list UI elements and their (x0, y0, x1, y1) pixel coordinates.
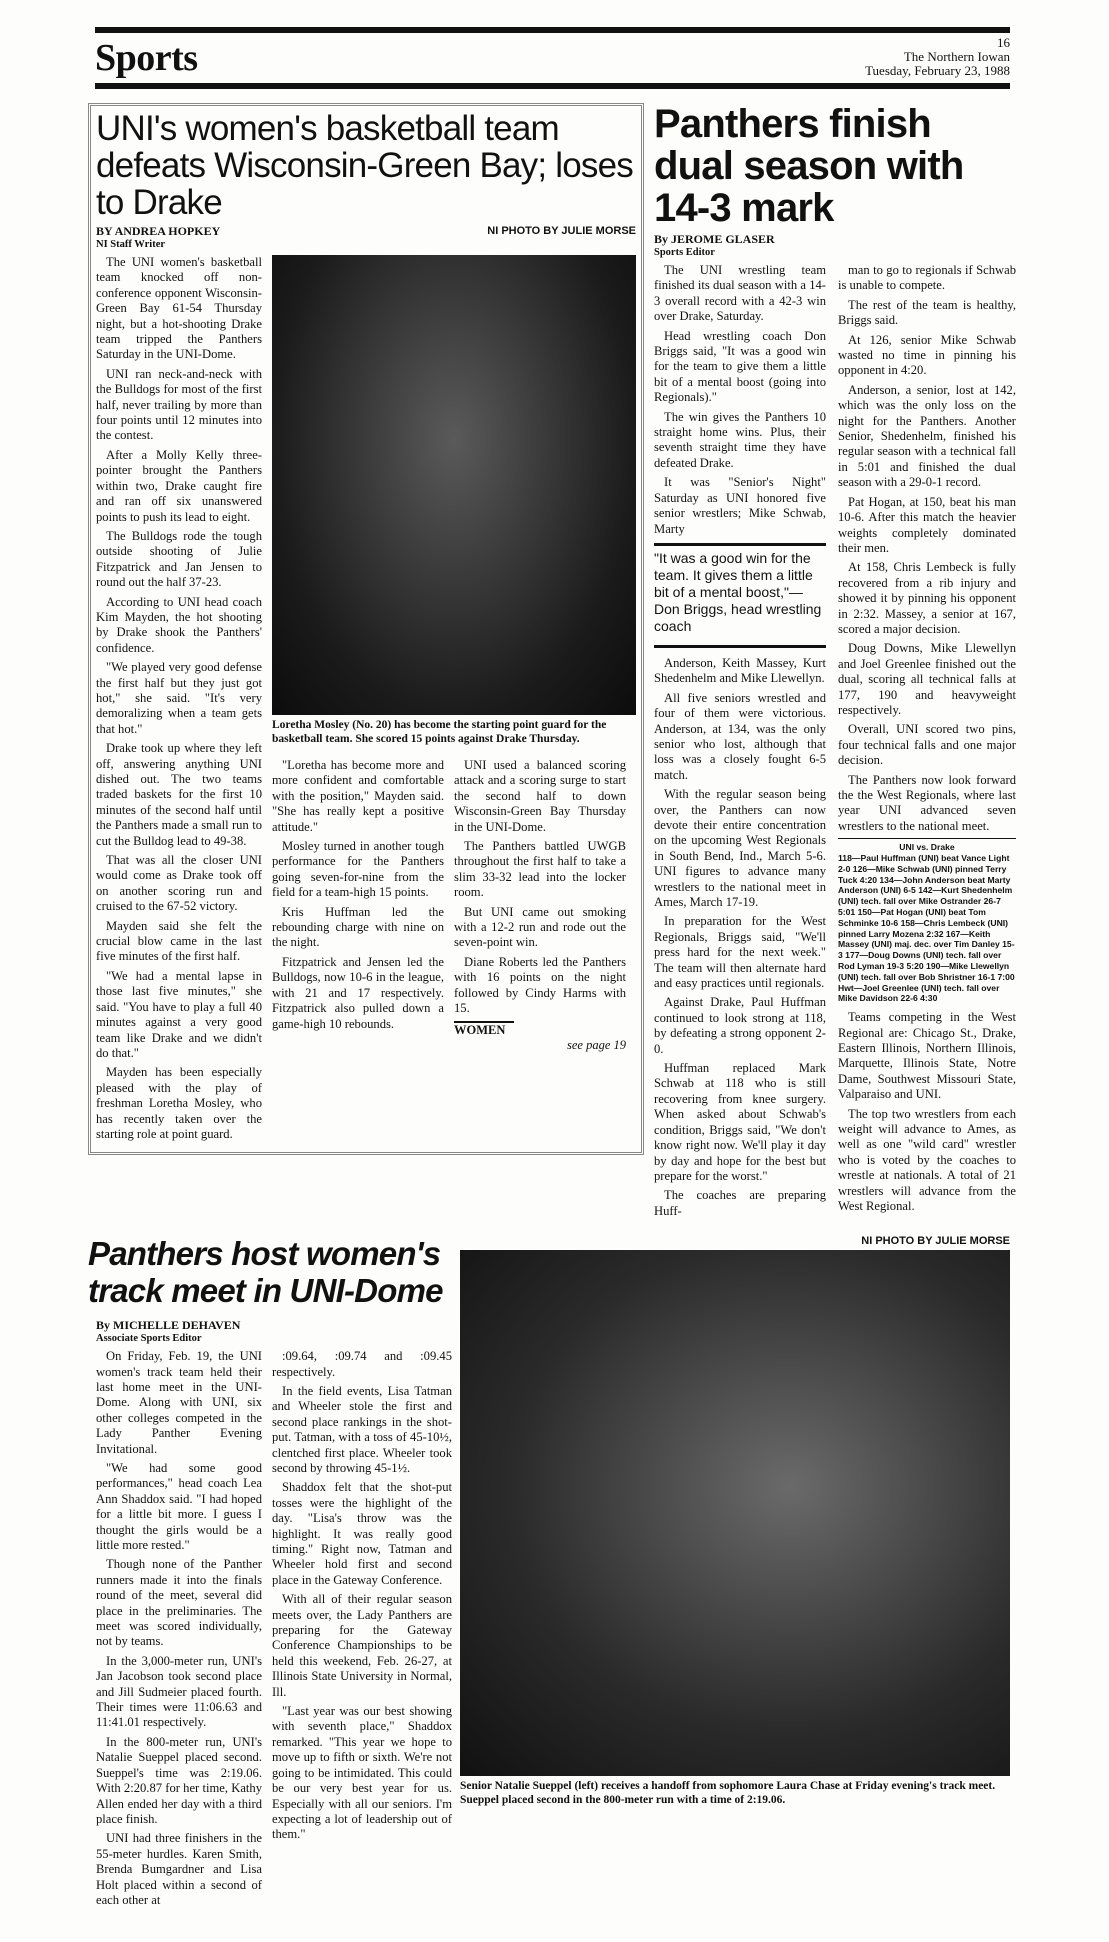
paragraph: At 126, senior Mike Schwab wasted no time in pinning his opponent in 4:20. (838, 332, 1016, 378)
paragraph: Teams competing in the West Regional are: Chicago St., Drake, Eastern Illinois, Northern Illinois, Marquette, Illinois State, Notre Dame, Southwest Missouri State, Valparaiso and UNI. (838, 1010, 1016, 1102)
paragraph: Against Drake, Paul Huffman continued to look strong at 118, by defeating a strong opponent 2-0. (654, 995, 826, 1056)
paragraph: :09.64, :09.74 and :09.45 respectively. (272, 1349, 452, 1379)
basketball-col1 (96, 255, 262, 1146)
paragraph: On Friday, Feb. 19, the UNI women's track team held their last home meet in the UNI-Dome. Along with UNI, six other colleges competed in the Lady Panther Evening Invitational. (96, 1349, 262, 1456)
wrestling-colB2 (838, 1010, 1016, 1214)
top-rule (95, 27, 1010, 33)
paragraph: The rest of the team is healthy, Briggs said. (838, 297, 1016, 328)
track-col1 (96, 1349, 262, 1912)
section-title: Sports (95, 37, 198, 79)
paragraph: "Loretha has become more and more confident and comfortable with the position," Mayden said. "She has really kept a positive attitude." (272, 758, 444, 834)
results-text: 118—Paul Huffman (UNI) beat Vance Light 2-0 126—Mike Schwab (UNI) pinned Terry Tuck 4:20 134—John Anderson beat Marty Anderson (UNI) 6-5 142—Kurt Shedenhelm (UNI) tech. fall over Mike Ostrander 26-7 5:01 150—Pat Hogan (UNI) beat Tom Schminke 10-6 158—Chris Lembeck (UNI) pinned Larry Mozena 2:32 167—Keith Massey (UNI) maj. dec. over Tim Danley 15-3 177—Doug Downs (UNI) tech. fall over Rod Lyman 19-3 5:20 190—Mike Llewellyn (UNI) tech. fall over Bob Shristner 16-1 7:00 Hwt—Joel Greenlee (UNI) tech. fall over Mike Davidson 22-6 4:30 (838, 853, 1015, 1004)
wrestling-colB (838, 263, 1016, 834)
page-number: 16 (997, 35, 1010, 50)
paragraph: Drake took up where they left off, answering anything UNI dished out. The two teams traded baskets for the first 10 minutes of the second half until the Panthers made a small run to cut the Bulldog lead to 49-38. (96, 741, 262, 848)
wrestling-pullquote: "It was a good win for the team. It gives them a little bit of a mental boost,"— Don Briggs, head wrestling coach (654, 543, 826, 648)
paragraph: Mayden said she felt the crucial blow came in the last five minutes of the first half. (96, 918, 262, 964)
paragraph: The Panthers now look forward the the West Regionals, where last year UNI advanced seven wrestlers to the national meet. (838, 772, 1016, 833)
basketball-article-box (88, 103, 644, 1155)
paragraph: The Panthers battled UWGB throughout the first half to take a slim 33-32 lead into the locker room. (454, 839, 626, 900)
wrestling-colA2 (654, 656, 826, 1219)
paragraph: Mayden has been especially pleased with the play of freshman Loretha Mosley, who has recently taken over the starting role at point guard. (96, 1065, 262, 1141)
paragraph: UNI used a balanced scoring attack and a scoring surge to start the second half to down Wisconsin-Green Bay Thursday in the UNI-Dome. (454, 758, 626, 834)
paragraph: But UNI came out smoking with a 12-2 run and rode out the seven-point win. (454, 904, 626, 950)
basketball-col2 (272, 758, 444, 1036)
basketball-headline: UNI's women's basketball team defeats Wisconsin-Green Bay; loses to Drake (96, 109, 633, 222)
paragraph: At 158, Chris Lembeck is fully recovered from a rib injury and showed it by pinning his opponent in 2:32. Massey, a senior at 167, scored a major decision. (838, 560, 1016, 636)
paragraph: With all of their regular season meets over, the Lady Panthers are preparing for the Gateway Conference Championships to be held this weekend, Feb. 26-27, at Illinois State University in Normal, Ill. (272, 1592, 452, 1699)
paragraph: It was "Senior's Night" Saturday as UNI honored five senior wrestlers; Mike Schwab, Marty (654, 475, 826, 536)
paragraph: The top two wrestlers from each weight will advance to Ames, as well as one "wild card" wrestler who is voted by the coaches to wrestle at nationals. A total of 21 wrestlers will advance from the West Regional. (838, 1106, 1016, 1214)
paragraph: Overall, UNI scored two pins, four technical falls and one major decision. (838, 722, 1016, 768)
track-byline: By MICHELLE DEHAVEN Associate Sports Editor (96, 1318, 241, 1345)
paragraph: The coaches are preparing Huff- (654, 1188, 826, 1218)
track-headline: Panthers host women's track meet in UNI-Dome (88, 1235, 443, 1310)
wrestling-colA (654, 263, 826, 537)
wrestling-byline: By JEROME GLASER Sports Editor (654, 232, 775, 258)
track-photo-credit: NI PHOTO BY JULIE MORSE (861, 1235, 1010, 1248)
paragraph: In preparation for the West Regionals, Briggs said, "We'll press hard for the next week." The team will then alternate hard and easy practices until regionals. (654, 914, 826, 991)
paragraph: Fitzpatrick and Jensen led the Bulldogs, now 10-6 in the league, with 21 and 17 respectively. Fitzpatrick also pulled down a game-high 10 rebounds. (272, 954, 444, 1031)
jump-link[interactable]: see page 19 (566, 1037, 626, 1052)
paragraph: UNI had three finishers in the 55-meter hurdles. Karen Smith, Brenda Bumgardner and Lisa Holt placed within a second of each other at (96, 1831, 262, 1907)
paragraph: Diane Roberts led the Panthers with 16 points on the night followed by Cindy Harms with 15. (454, 954, 626, 1016)
paragraph: Huffman replaced Mark Schwab at 118 who is still recovering from knee surgery. When asked about Schwab's condition, Briggs said, "We don't know right now. We'll play it day by day and hope for the best but prepare for the worst." (654, 1061, 826, 1183)
paragraph: The UNI wrestling team finished its dual season with a 14-3 overall record with a 42-3 win over Drake, Saturday. (654, 263, 826, 324)
paragraph: With the regular season being over, the Panthers can now devote their entire concentration on the upcoming West Regionals in South Bend, Ind., March 5-6. UNI figures to advance many wrestlers to the national meet in Ames, March 17-19. (654, 787, 826, 909)
paragraph: "We played very good defense the first half but they just got hot," she said. "It's very demoralizing when a team gets that hot." (96, 660, 262, 736)
results-box (838, 838, 1016, 1004)
paragraph: Shaddox felt that the shot-put tosses were the highlight of the day. "Lisa's throw was the highlight. It was really good timing." Right now, Tatman and Wheeler hold first and second place in the Gateway Conference. (272, 1480, 452, 1587)
paragraph: "We had some good performances," head coach Lea Ann Shaddox said. "I had hoped for a little bit more. I guess I thought the girls would be a little more rested." (96, 1460, 262, 1552)
paragraph: man to go to regionals if Schwab is unable to compete. (838, 263, 1016, 293)
paragraph: Kris Huffman led the rebounding charge with nine on the night. (272, 904, 444, 950)
paragraph: Pat Hogan, at 150, beat his man 10-6. After this match the heavier weights completely dominated their men. (838, 494, 1016, 555)
track-photo (460, 1250, 1010, 1776)
paragraph: Mosley turned in another tough performance for the Panthers going seven-for-nine from the field for a team-high 15 points. (272, 839, 444, 900)
paragraph: That was all the closer UNI would come as Drake took off on another scoring run and cruised to the 67-52 victory. (96, 853, 262, 914)
basketball-caption: Loretha Mosley (No. 20) has become the starting point guard for the basketball team. She scored 15 points against Drake Thursday. (272, 719, 607, 745)
track-caption: Senior Natalie Sueppel (left) receives a handoff from sophomore Laura Chase at Friday evening's track meet. Sueppel placed second in the 800-meter run with a time of 2:19.06. (460, 1780, 996, 1807)
paper-name: The Northern Iowan (903, 49, 1010, 64)
paragraph: Anderson, Keith Massey, Kurt Shedenhelm and Mike Llewellyn. (654, 655, 826, 686)
issue-date: Tuesday, February 23, 1988 (865, 63, 1010, 78)
basketball-photo-credit: NI PHOTO BY JULIE MORSE (487, 225, 636, 237)
paragraph: "Last year was our best showing with seventh place," Shaddox remarked. "This year we hope to move up to fifth or sixth. We're not going to be intimidated. This could be our very best year for us. Especially with all our seniors. I'm expecting a lot of leadership out of them." (272, 1704, 452, 1842)
paragraph: After a Molly Kelly three-pointer brought the Panthers within two, Drake caught fire and ran off six unanswered points to push its lead to eight. (96, 447, 262, 524)
paragraph: In the 3,000-meter run, UNI's Jan Jacobson took second place and Jill Sudmeier placed fourth. Their times were 11:06.63 and 11:41.01 respectively. (96, 1653, 262, 1730)
track-col2 (272, 1349, 452, 1847)
paragraph: UNI ran neck-and-neck with the Bulldogs for most of the first half, never trailing by more than four points until 12 minutes into the contest. (96, 366, 262, 443)
paragraph: Doug Downs, Mike Llewellyn and Joel Greenlee finished out the dual, scoring all technical falls at 177, 190 and heavyweight respectively. (838, 641, 1016, 717)
paragraph: According to UNI head coach Kim Mayden, the hot shooting by Drake shook the Panthers' confidence. (96, 594, 262, 655)
paragraph: The UNI women's basketball team knocked off non-conference opponent Wisconsin-Green Bay 61-54 Thursday night, but a hot-shooting Drake team tripped the Panthers Saturday in the UNI-Dome. (96, 255, 262, 362)
paragraph: Though none of the Panther runners made it into the finals round of the meet, several did place in the preliminaries. The meet was scored individually, not by teams. (96, 1557, 262, 1649)
basketball-photo (272, 255, 636, 715)
paragraph: The win gives the Panthers 10 straight home wins. Plus, their seventh straight time they have defeated Drake. (654, 409, 826, 470)
bottom-rule (95, 83, 1010, 89)
basketball-byline: BY ANDREA HOPKEY NI Staff Writer (96, 224, 221, 250)
paragraph: Head wrestling coach Don Briggs said, "It was a good win for the team to give them a little bit of a mental boost (going into Regionals)." (654, 328, 826, 405)
basketball-col3 (454, 758, 626, 1017)
wrestling-headline: Panthers finish dual season with 14-3 mark (654, 102, 964, 230)
results-title: UNI vs. Drake (899, 842, 955, 853)
paragraph: "We had a mental lapse in those last five minutes," she said. "You have to play a full 40 minutes against a very good team like Drake and we didn't do that." (96, 968, 262, 1060)
paragraph: All five seniors wrestled and four of them were victorious. Anderson, at 134, was the only senior who lost, although that loss was a closely fought 6-5 match. (654, 690, 826, 782)
paragraph: The Bulldogs rode the tough outside shooting of Julie Fitzpatrick and Jan Jensen to round out the half 37-23. (96, 528, 262, 590)
paragraph: Anderson, a senior, lost at 142, which was the only loss on the night for the Panthers. Another Senior, Shedenhelm, finished his regular season with a technical fall in 5:01 and finished the dual season with a 29-0-1 record. (838, 382, 1016, 490)
paragraph: In the field events, Lisa Tatman and Wheeler stole the first and second place rankings in the shot-put. Tatman, with a toss of 45-10½, clentched first place. Wheeler took second by throwing 45-1½. (272, 1383, 452, 1475)
jump-label: WOMEN (454, 1021, 514, 1038)
paragraph: In the 800-meter run, UNI's Natalie Sueppel placed second. Sueppel's time was 2:19.06. With 2:20.87 for her time, Kathy Allen ended her day with a third place finish. (96, 1734, 262, 1826)
